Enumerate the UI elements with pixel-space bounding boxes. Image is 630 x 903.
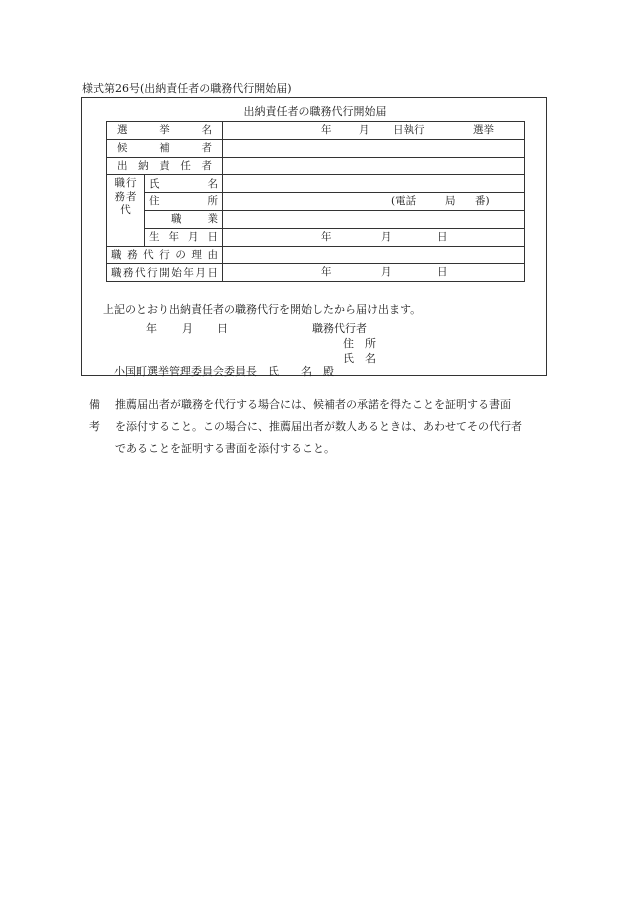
phone-number-close: 番) [475,195,490,208]
election-year: 年 [321,124,332,136]
label-reason: 職務代行の理由 [107,246,223,264]
remarks-text [115,394,552,460]
form-table [106,121,525,282]
agent-header-c4: 行 [126,177,137,190]
birth-day: 日 [437,230,448,243]
value-agent-birth[interactable] [223,228,525,246]
start-month: 月 [381,266,392,279]
label-candidate: 候補者 [107,139,223,157]
election-day-exec: 日執行 [393,124,425,136]
label-agent-address: 住所 [145,193,223,211]
row-start-date [107,264,525,282]
value-reason[interactable] [223,246,525,264]
form-number: 様式第26号(出納責任者の職務代行開始届) [82,82,292,95]
sign-month: 月 [182,322,193,335]
value-election[interactable] [223,122,525,140]
birth-month: 月 [381,230,392,243]
agent-header-c5: 者 [126,190,137,203]
label-treasurer: 出納責任者 [107,157,223,175]
signer-name-label: 氏 名 [343,352,376,365]
row-agent-occupation [107,210,525,228]
label-start-date: 職務代行開始年月日 [107,264,223,282]
sign-day: 日 [217,322,228,335]
signer-role: 職務代行者 [312,322,367,335]
signer-address-label: 住 所 [343,337,376,350]
declaration-text: 上記のとおり出納責任者の職務代行を開始したから届け出ます。 [103,303,422,316]
addressee: 小国町選挙管理委員会委員長 氏 名 殿 [114,365,334,378]
phone-open: (電話 [391,195,417,208]
agent-header-c3: 代 [120,203,131,216]
form-title: 出納責任者の職務代行開始届 [243,105,387,118]
value-agent-address[interactable] [223,193,525,211]
label-agent-occupation: 職業 [145,210,223,228]
row-agent-birth [107,228,525,246]
label-agent-birth: 生年月日 [145,228,223,246]
remarks-line-3: であることを証明する書面を添付すること。 [115,442,335,455]
value-treasurer[interactable] [223,157,525,175]
election-month: 月 [359,124,370,136]
value-agent-occupation[interactable] [223,210,525,228]
label-election: 選挙名 [107,122,223,140]
value-candidate[interactable] [223,139,525,157]
start-day: 日 [437,266,448,279]
birth-year: 年 [321,230,332,243]
sign-year: 年 [146,322,157,335]
phone-bureau: 局 [445,195,456,208]
start-year: 年 [321,266,332,279]
row-treasurer [107,157,525,175]
agent-header [107,175,145,246]
agent-header-c2: 務 [114,190,125,203]
row-candidate [107,139,525,157]
value-agent-name[interactable] [223,175,525,193]
row-agent-address [107,193,525,211]
row-agent-name [107,175,525,193]
value-start-date[interactable] [223,264,525,282]
agent-header-c1: 職 [114,177,125,190]
remarks-line-2: を添付すること。この場合に、推薦届出者が数人あるときは、あわせてその代行者 [115,420,522,433]
remarks-line-1: 推薦届出者が職務を代行する場合には、候補者の承諾を得たことを証明する書面 [115,398,511,411]
election-suffix: 選挙 [473,124,494,136]
row-reason [107,246,525,264]
remarks-label: 備考 [89,398,100,433]
row-election [107,122,525,140]
label-agent-name: 氏名 [145,175,223,193]
